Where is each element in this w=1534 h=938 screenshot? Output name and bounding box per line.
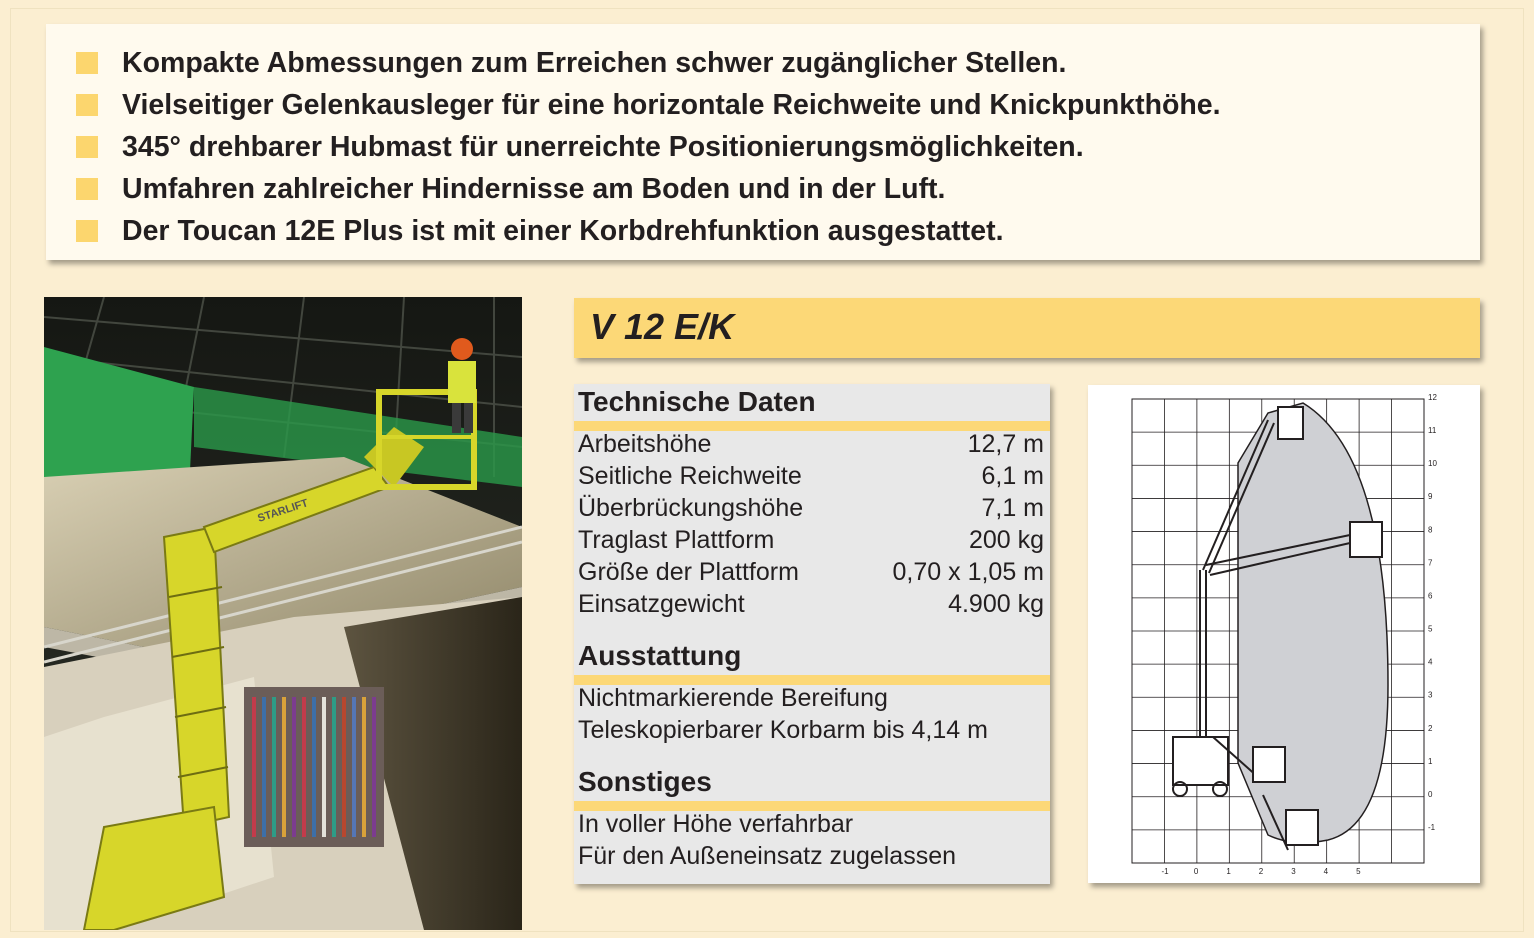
y-tick-label: 11 bbox=[1428, 426, 1437, 436]
y-tick-label: 2 bbox=[1428, 723, 1433, 733]
other-text: In voller Höhe verfahrbar bbox=[578, 810, 854, 838]
square-bullet-icon bbox=[76, 178, 98, 200]
feature-box bbox=[46, 24, 1480, 260]
machine-brand-label: STARLIFT bbox=[256, 497, 310, 525]
section-heading-other: Sonstiges bbox=[578, 766, 712, 797]
x-tick-label: 2 bbox=[1258, 867, 1264, 876]
spec-value: 6,1 m bbox=[981, 462, 1044, 490]
y-tick-label: 5 bbox=[1428, 624, 1433, 634]
equipment-item bbox=[578, 684, 1044, 716]
y-tick-label: 10 bbox=[1428, 459, 1437, 469]
basket-below bbox=[1286, 810, 1318, 845]
x-tick-label: -1 bbox=[1161, 867, 1169, 876]
model-title-bar bbox=[574, 298, 1480, 358]
other-item bbox=[578, 810, 1044, 842]
feature-item bbox=[76, 84, 1221, 126]
spec-label: Seitliche Reichweite bbox=[578, 462, 802, 490]
feature-text: 345° drehbarer Hubmast für unerreichte Positionierungsmöglichkeiten. bbox=[122, 131, 1084, 163]
spec-label: Arbeitshöhe bbox=[578, 430, 712, 458]
spec-row bbox=[578, 590, 1044, 622]
feature-item bbox=[76, 210, 1221, 252]
square-bullet-icon bbox=[76, 136, 98, 158]
feature-text: Umfahren zahlreicher Hindernisse am Boden und in der Luft. bbox=[122, 173, 946, 205]
working-range-svg bbox=[1088, 385, 1480, 883]
spec-row bbox=[578, 430, 1044, 462]
spec-row bbox=[578, 526, 1044, 558]
spec-row bbox=[578, 494, 1044, 526]
product-photo bbox=[44, 297, 522, 930]
section-heading-technical: Technische Daten bbox=[578, 386, 816, 417]
product-photo-illustration bbox=[44, 297, 522, 930]
feature-text: Der Toucan 12E Plus ist mit einer Korbdrehfunktion ausgestattet. bbox=[122, 215, 1004, 247]
y-tick-label: 9 bbox=[1428, 492, 1433, 502]
y-tick-label: 3 bbox=[1428, 690, 1433, 700]
y-tick-label: 0 bbox=[1428, 789, 1433, 799]
x-tick-label: 5 bbox=[1356, 867, 1361, 876]
basket-low bbox=[1253, 747, 1285, 782]
spec-row bbox=[578, 558, 1044, 590]
equipment-item bbox=[578, 716, 1044, 748]
y-tick-label: 1 bbox=[1428, 756, 1433, 766]
feature-item bbox=[76, 42, 1221, 84]
equipment-text: Nichtmarkierende Bereifung bbox=[578, 684, 888, 712]
spec-label: Traglast Plattform bbox=[578, 526, 775, 554]
x-tick-label: 3 bbox=[1291, 867, 1296, 876]
spec-value: 200 kg bbox=[968, 526, 1044, 554]
model-title: V 12 E/K bbox=[590, 306, 735, 347]
spec-value: 12,7 m bbox=[967, 430, 1044, 458]
other-item bbox=[578, 842, 1044, 874]
spec-value: 4.900 kg bbox=[948, 590, 1044, 618]
square-bullet-icon bbox=[76, 220, 98, 242]
square-bullet-icon bbox=[76, 52, 98, 74]
spec-label: Überbrückungshöhe bbox=[578, 494, 804, 522]
basket-top bbox=[1278, 407, 1303, 439]
square-bullet-icon bbox=[76, 94, 98, 116]
section-heading-equipment: Ausstattung bbox=[578, 640, 742, 671]
basket-right bbox=[1350, 522, 1382, 557]
feature-text: Kompakte Abmessungen zum Erreichen schwer zugänglicher Stellen. bbox=[122, 47, 1067, 79]
spec-label: Größe der Plattform bbox=[578, 558, 799, 586]
feature-item bbox=[76, 168, 1221, 210]
spec-label: Einsatzgewicht bbox=[578, 590, 745, 618]
other-text: Für den Außeneinsatz zugelassen bbox=[578, 842, 957, 870]
spec-row bbox=[578, 462, 1044, 494]
feature-list bbox=[76, 42, 1221, 252]
x-axis-ticks bbox=[1161, 867, 1361, 876]
spec-panel bbox=[574, 384, 1050, 884]
y-tick-label: 4 bbox=[1428, 657, 1433, 667]
y-axis-ticks bbox=[1428, 393, 1437, 832]
x-tick-label: 1 bbox=[1226, 867, 1231, 876]
x-tick-label: 4 bbox=[1323, 867, 1329, 876]
y-tick-label: 12 bbox=[1428, 393, 1437, 402]
working-range-diagram bbox=[1088, 385, 1480, 883]
feature-item bbox=[76, 126, 1221, 168]
spec-value: 0,70 x 1,05 m bbox=[892, 558, 1044, 586]
feature-text: Vielseitiger Gelenkausleger für eine horizontale Reichweite und Knickpunkthöhe. bbox=[122, 89, 1221, 121]
y-tick-label: 7 bbox=[1428, 558, 1433, 568]
equipment-text: Teleskopierbarer Korbarm bis 4,14 m bbox=[578, 716, 988, 744]
x-tick-label: 0 bbox=[1193, 867, 1199, 876]
y-tick-label: -1 bbox=[1428, 823, 1436, 832]
y-tick-label: 8 bbox=[1428, 525, 1433, 535]
y-tick-label: 6 bbox=[1428, 591, 1433, 601]
spec-value: 7,1 m bbox=[981, 494, 1044, 522]
